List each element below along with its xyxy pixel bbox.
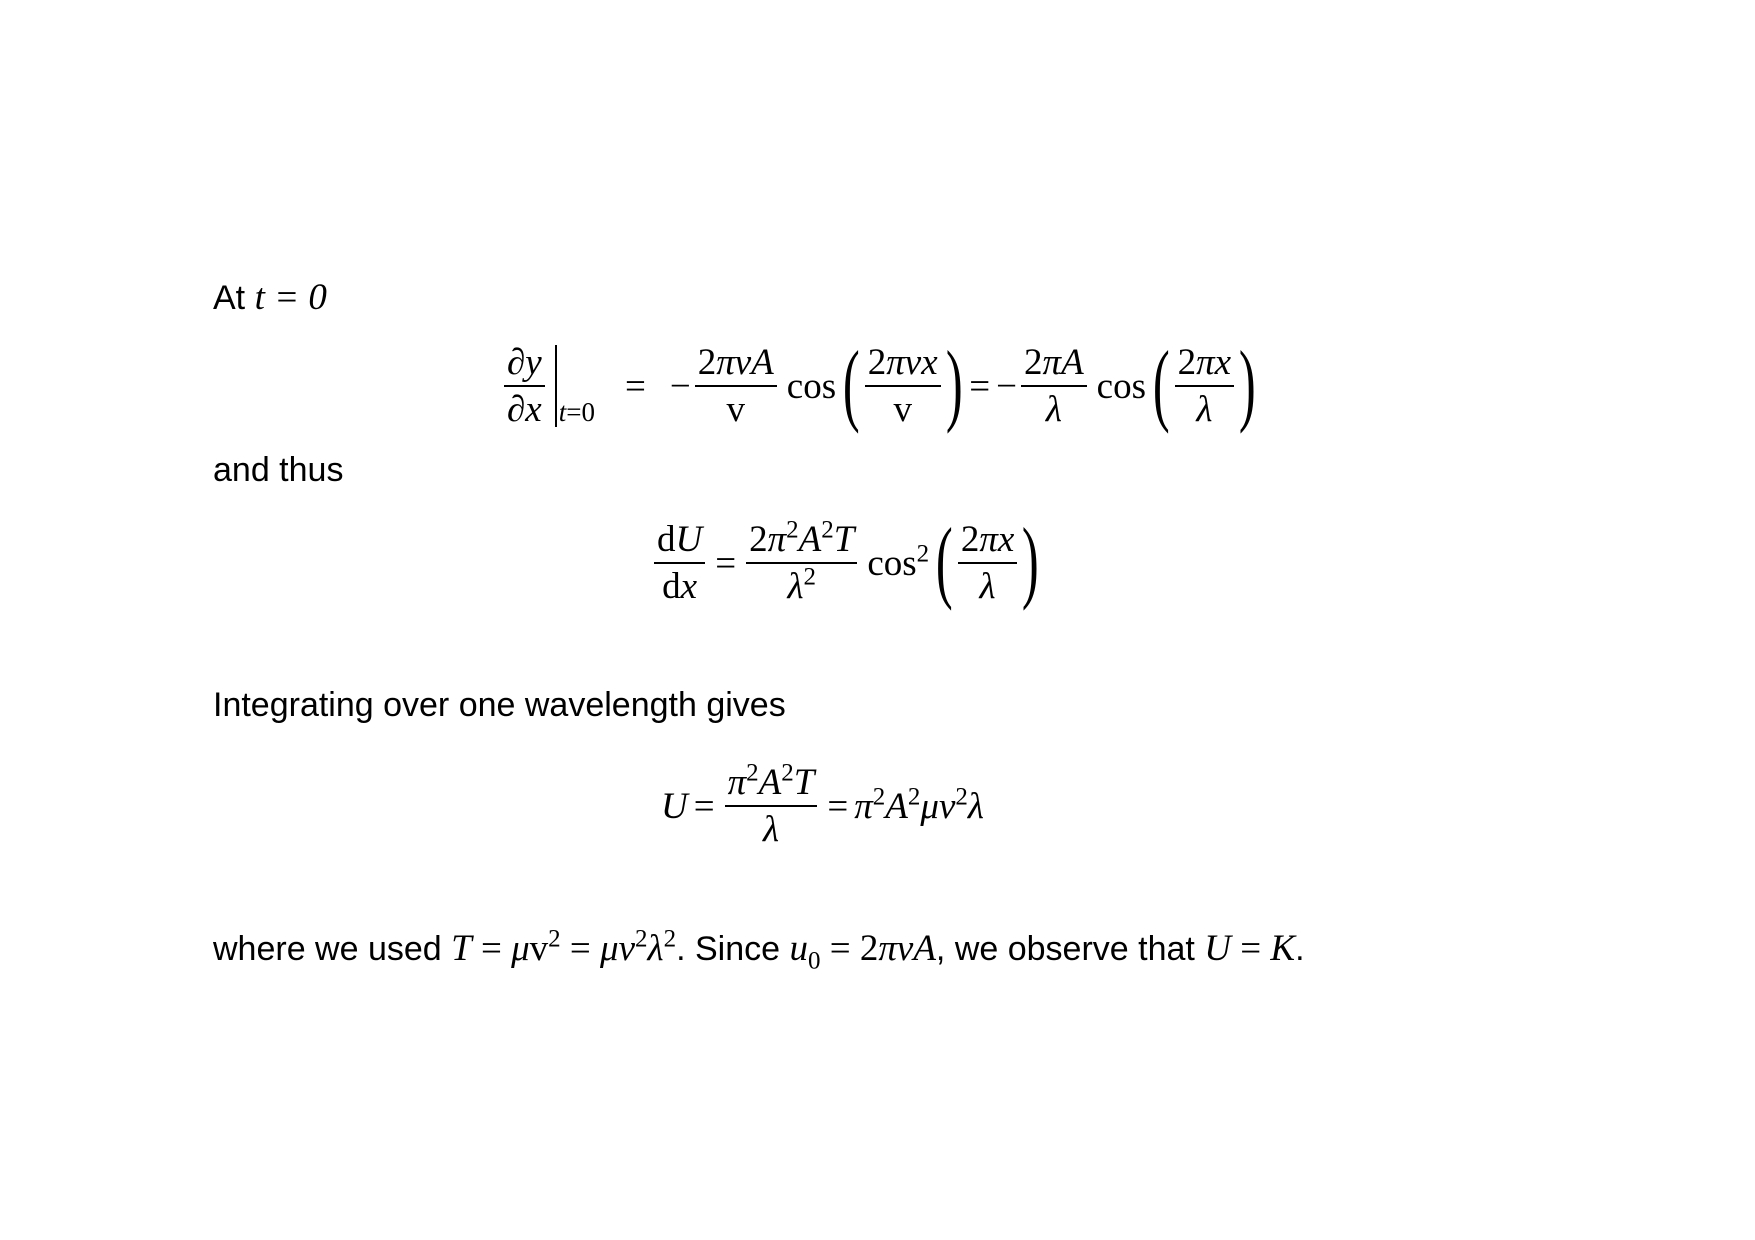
dx-denominator: dx bbox=[662, 566, 698, 607]
right-paren-1: ) bbox=[945, 331, 963, 434]
conclusion-line bbox=[213, 925, 1305, 975]
fraction-f2 bbox=[865, 344, 941, 428]
lhs-numerator: ∂y bbox=[504, 344, 545, 387]
final-period: . bbox=[1295, 930, 1305, 968]
right-paren-3: ) bbox=[1022, 508, 1040, 611]
fraction-f3 bbox=[1021, 344, 1087, 428]
minus-sign-1: − bbox=[669, 365, 691, 407]
total-energy-numerator: $\pi^2A^2T$ bbox=[725, 764, 818, 807]
lhs-denominator: ∂x bbox=[507, 389, 542, 430]
U-equals-K: U = K bbox=[1204, 928, 1296, 969]
right-paren-2: ) bbox=[1239, 331, 1256, 434]
at-text: At bbox=[213, 279, 246, 317]
tension-relation: $T = \mu v^2 = \mu\nu^2\lambda^2$ bbox=[451, 925, 677, 969]
left-paren-1: ( bbox=[843, 331, 860, 434]
amplitude-denominator: $\lambda^2$ bbox=[787, 563, 816, 607]
cos-arg-fraction bbox=[958, 521, 1017, 605]
equals-sign-5: = bbox=[827, 785, 849, 827]
integrating-line: Integrating over one wavelength gives bbox=[213, 686, 786, 724]
lhs-fraction bbox=[504, 344, 545, 428]
dU-numerator: dU bbox=[654, 521, 705, 564]
f3-denominator: λ bbox=[1045, 389, 1062, 430]
f4-numerator: 2πx bbox=[1175, 344, 1234, 387]
total-energy-fraction bbox=[725, 759, 818, 850]
minus-sign-2: − bbox=[996, 365, 1018, 407]
equation-total-energy bbox=[661, 758, 984, 854]
since-text: . Since bbox=[676, 930, 781, 968]
where-text: where we used bbox=[213, 930, 442, 968]
U-lhs: U bbox=[661, 785, 688, 827]
f1-numerator: 2πνA bbox=[695, 344, 777, 387]
total-energy-rhs: $\pi^2A^2\mu\nu^2\lambda$ bbox=[854, 783, 984, 827]
equals-sign-4: = bbox=[693, 785, 715, 827]
equation-partial-derivative bbox=[500, 331, 1257, 434]
cos-arg-denominator: λ bbox=[979, 566, 996, 607]
f3-numerator: 2πA bbox=[1021, 344, 1087, 387]
cos-squared: $\cos^2$ bbox=[867, 540, 930, 584]
equals-sign-1: = bbox=[624, 365, 646, 407]
at-math: t = 0 bbox=[254, 277, 327, 318]
fraction-f1 bbox=[695, 344, 777, 428]
left-paren-3: ( bbox=[936, 508, 953, 611]
left-paren-2: ( bbox=[1152, 331, 1170, 434]
equals-sign-2: = bbox=[969, 365, 991, 407]
cos-arg-numerator: 2πx bbox=[958, 521, 1017, 564]
evaluation-subscript: t=0 bbox=[558, 396, 595, 427]
cos-2: cos bbox=[1096, 365, 1146, 407]
and-thus-line: and thus bbox=[213, 451, 344, 489]
u0-relation: $u_0 = 2\pi\nu A$ bbox=[789, 928, 936, 975]
f2-denominator: v bbox=[893, 389, 912, 430]
cos-1: cos bbox=[786, 365, 837, 407]
equals-sign-3: = bbox=[715, 542, 737, 584]
f4-denominator: λ bbox=[1196, 389, 1213, 430]
f2-numerator: 2πνx bbox=[865, 344, 941, 387]
intro-line bbox=[213, 279, 327, 316]
dU-dx-fraction bbox=[654, 521, 705, 605]
f1-denominator: v bbox=[726, 389, 745, 430]
fraction-f4 bbox=[1175, 344, 1234, 428]
amplitude-fraction bbox=[746, 516, 857, 607]
equation-energy-density bbox=[650, 508, 1040, 611]
evaluation-bar bbox=[555, 345, 557, 427]
total-energy-denominator: λ bbox=[762, 809, 779, 850]
observe-text: , we observe that bbox=[935, 930, 1195, 968]
amplitude-numerator: $2\pi^2A^2T$ bbox=[746, 521, 857, 564]
